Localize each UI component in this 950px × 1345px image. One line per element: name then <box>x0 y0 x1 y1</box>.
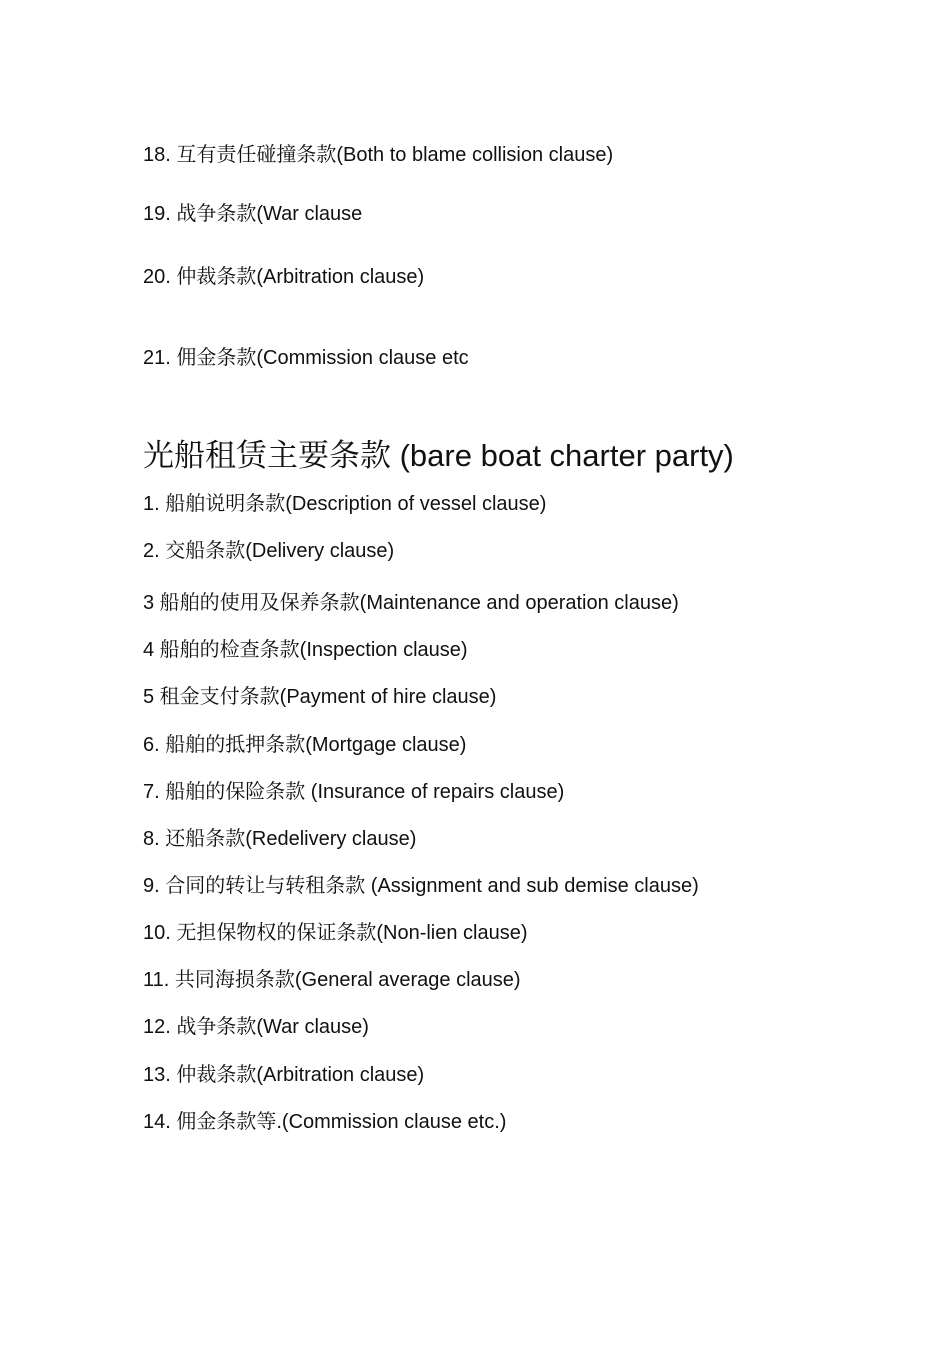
bareboat-item-10: 10. 无担保物权的保证条款(Non-lien clause) <box>143 922 528 944</box>
bareboat-item-1: 1. 船舶说明条款(Description of vessel clause) <box>143 493 547 515</box>
clause-item-21: 21. 佣金条款(Commission clause etc <box>143 347 469 369</box>
clause-item-19: 19. 战争条款(War clause <box>143 203 363 225</box>
bareboat-item-6: 6. 船舶的抵押条款(Mortgage clause) <box>143 734 467 756</box>
bareboat-item-8: 8. 还船条款(Redelivery clause) <box>143 828 417 850</box>
clause-item-18: 18. 互有责任碰撞条款(Both to blame collision clause) <box>143 144 614 166</box>
bareboat-item-9: 9. 合同的转让与转租条款 (Assignment and sub demise clause) <box>143 875 699 897</box>
clause-item-20: 20. 仲裁条款(Arbitration clause) <box>143 266 425 288</box>
bareboat-item-14: 14. 佣金条款等.(Commission clause etc.) <box>143 1111 507 1133</box>
bareboat-item-5: 5 租金支付条款(Payment of hire clause) <box>143 686 497 708</box>
bareboat-item-13: 13. 仲裁条款(Arbitration clause) <box>143 1064 425 1086</box>
bareboat-item-2: 2. 交船条款(Delivery clause) <box>143 540 395 562</box>
section-heading-bareboat: 光船租赁主要条款 (bare boat charter party) <box>143 438 734 473</box>
bareboat-item-12: 12. 战争条款(War clause) <box>143 1016 369 1038</box>
bareboat-item-11: 11. 共同海损条款(General average clause) <box>143 969 521 991</box>
bareboat-item-7: 7. 船舶的保险条款 (Insurance of repairs clause) <box>143 781 565 803</box>
bareboat-item-4: 4 船舶的检查条款(Inspection clause) <box>143 639 468 661</box>
bareboat-item-3: 3 船舶的使用及保养条款(Maintenance and operation clause) <box>143 592 679 614</box>
